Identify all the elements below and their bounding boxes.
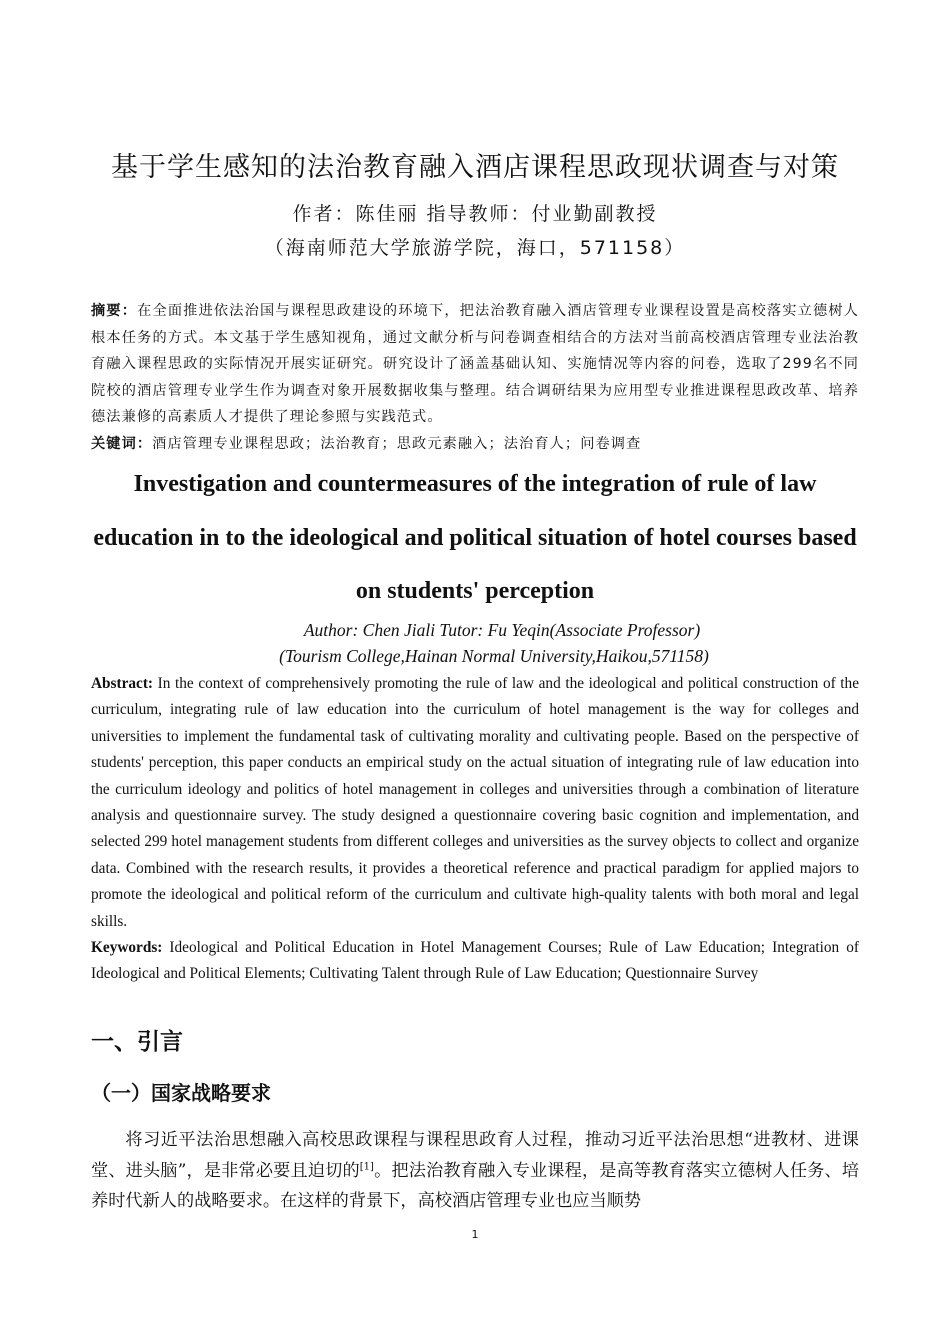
subsection-heading-national-strategy: （一）国家战略要求 bbox=[91, 1081, 271, 1105]
paper-title-en: Investigation and countermeasures of the integration of rule of law education in to the ideological and political situation of hotel courses based on students' perception bbox=[93, 471, 857, 604]
section-heading-introduction: 一、引言 bbox=[91, 1029, 183, 1055]
body-text-part1: 将习近平法治思想融入高校思政课程与课程思政育人过程，推动习近平法治思想“进教材、进课堂、进头脑”，是非常必要且迫切的 bbox=[91, 1130, 859, 1181]
citation-ref: [1] bbox=[359, 1160, 374, 1172]
keywords-en-label: Keywords: bbox=[91, 939, 163, 956]
author-line-cn: 作者：陈佳丽 指导教师：付业勤副教授 bbox=[292, 203, 658, 225]
keywords-en bbox=[91, 935, 859, 988]
paper-title-cn: 基于学生感知的法治教育融入酒店课程思政现状调查与对策 bbox=[111, 152, 839, 183]
page-number: 1 bbox=[471, 1228, 479, 1241]
keywords-en-text: Ideological and Political Education in Hotel Management Courses; Rule of Law Education; Integration of Ideological and Political Elements; Cultivating Talent through Rule of Law Education; Questionnaire Survey bbox=[91, 939, 859, 983]
affiliation-line-en: (Tourism College,Hainan Normal University,Haikou,571158) bbox=[279, 646, 709, 666]
body-paragraph bbox=[91, 1125, 859, 1217]
abstract-cn-text: 在全面推进依法治国与课程思政建设的环境下，把法治教育融入酒店管理专业课程设置是高校落实立德树人根本任务的方式。本文基于学生感知视角，通过文献分析与问卷调查相结合的方法对当前高校酒店管理专业法治教育融入课程思政的实际情况开展实证研究。研究设计了涵盖基础认知、实施情况等内容的问卷，选取了299名不同院校的酒店管理专业学生作为调查对象开展数据收集与整理。结合调研结果为应用型专业推进课程思政改革、培养德法兼修的高素质人才提供了理论参照与实践范式。 bbox=[91, 303, 859, 425]
affiliation-line-cn: （海南师范大学旅游学院，海口，571158） bbox=[264, 237, 686, 259]
abstract-en-text: In the context of comprehensively promoting the rule of law and the ideological and political construction of the curriculum, integrating rule of law education into the curriculum of hotel management is the way for colleges and universities to implement the fundamental task of cultivating morality and cultivating people. Based on the perspective of students' perception, this paper conducts an empirical study on the actual situation of integrating rule of law education into the curriculum ideology and politics of hotel management in colleges and universities through a combination of literature analysis and questionnaire survey. The study designed a questionnaire covering basic cognition and implementation, and selected 299 hotel management students from different colleges and universities as the survey objects to collect and organize data. Combined with the research results, it provides a theoretical reference and practical paradigm for applied majors to promote the ideological and political reform of the curriculum and cultivate high-quality talents with both moral and legal skills. bbox=[91, 675, 859, 930]
keywords-cn-label: 关键词： bbox=[91, 436, 153, 452]
abstract-en-label: Abstract: bbox=[91, 675, 154, 692]
body-text-part2: 。把法治教育融入专业课程，是高等教育落实立德树人任务、培养时代新人的战略要求。在这样的背景下，高校酒店管理专业也应当顺势 bbox=[91, 1160, 859, 1211]
abstract-cn bbox=[91, 298, 859, 431]
keywords-cn-text: 酒店管理专业课程思政；法治教育；思政元素融入；法治育人；问卷调查 bbox=[152, 436, 642, 452]
abstract-en bbox=[91, 671, 859, 935]
author-line-en: Author: Chen Jiali Tutor: Fu Yeqin(Associate Professor) bbox=[303, 620, 701, 640]
abstract-cn-label: 摘要： bbox=[91, 303, 138, 319]
keywords-cn bbox=[91, 431, 859, 457]
